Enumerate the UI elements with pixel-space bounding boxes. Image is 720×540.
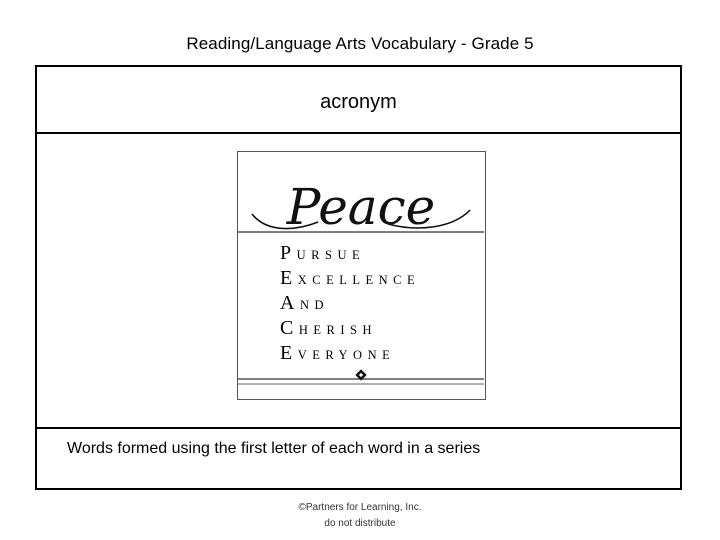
- acronym-line-1: PURSUE: [280, 242, 366, 264]
- term-row: [37, 67, 680, 134]
- image-row: [37, 134, 680, 427]
- copyright-text: ©Partners for Learning, Inc.: [298, 502, 422, 513]
- vocabulary-card: [35, 65, 682, 490]
- peace-acronym-image: [237, 151, 486, 400]
- distribution-notice: do not distribute: [324, 518, 396, 529]
- vocabulary-term: acronym: [320, 91, 397, 113]
- page-title: Reading/Language Arts Vocabulary - Grade 5: [186, 34, 534, 53]
- acronym-line-2: EXCELLENCE: [280, 267, 421, 289]
- definition-row: [37, 427, 680, 490]
- footer: [0, 500, 720, 532]
- acronym-line-3: AND: [280, 292, 330, 314]
- script-word: Peace: [286, 178, 436, 236]
- peace-acronym-illustration: [238, 152, 484, 398]
- definition-text: Words formed using the first letter of each word in a series: [67, 440, 481, 457]
- acronym-line-4: CHERISH: [280, 317, 377, 339]
- acronym-line-5: EVERYONE: [280, 342, 396, 364]
